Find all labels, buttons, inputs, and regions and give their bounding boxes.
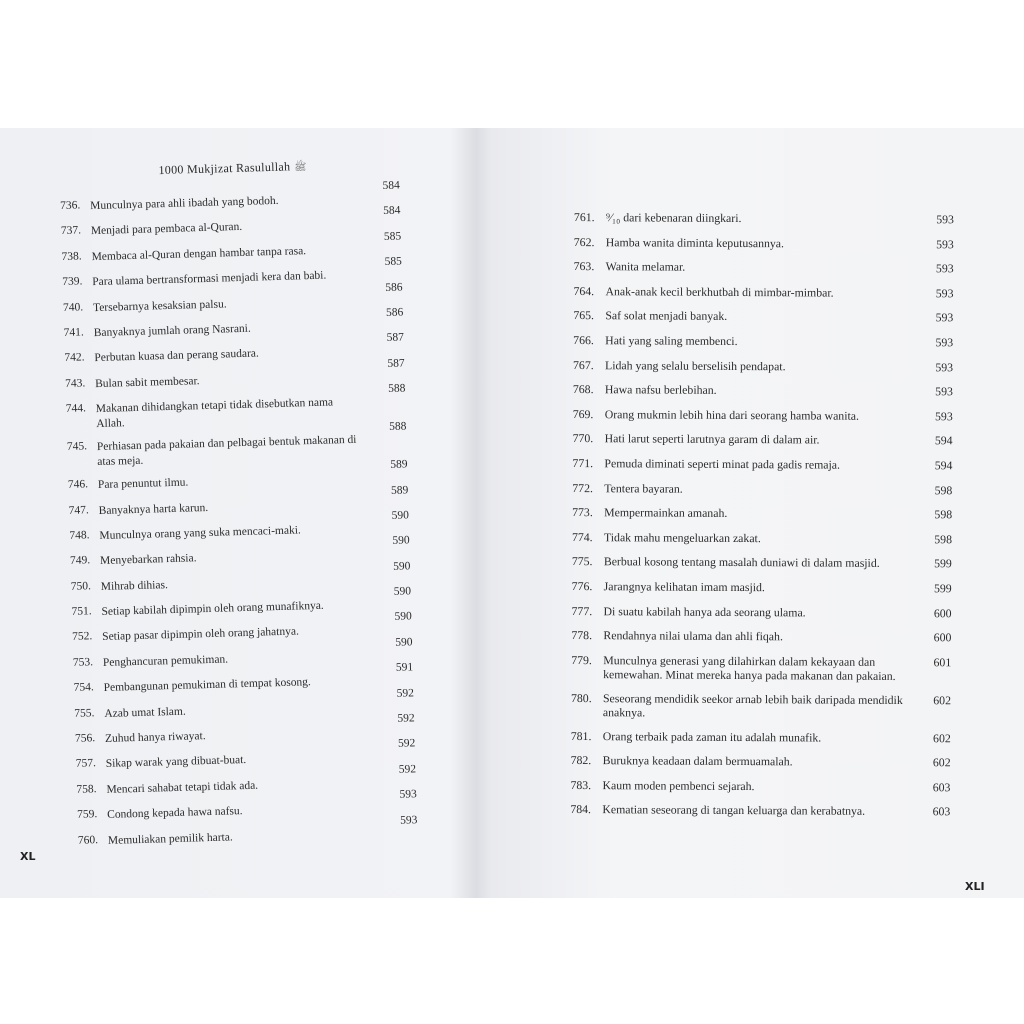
- entry-title: Munculnya orang yang suka mencaci-maki.: [99, 524, 301, 542]
- entry-page-number: 593: [935, 261, 954, 276]
- entry-title: Pembangunan pemukiman di tempat kosong.: [103, 676, 312, 695]
- entry-title: Wanita melamar.: [605, 259, 686, 274]
- entry-number: 777.: [571, 603, 593, 618]
- entry-title: Setiap kabilah dipimpin oleh orang munafiknya.: [101, 599, 324, 619]
- entry-title: Di suatu kabilah hanya ada seorang ulama.: [603, 603, 806, 619]
- entry-number: 767.: [573, 357, 594, 372]
- entry-number: 758.: [76, 783, 97, 796]
- entry-page-number: 602: [933, 692, 952, 707]
- entry-page-number: 588: [387, 382, 406, 396]
- entry-page-number: 587: [387, 357, 405, 370]
- right-page: [470, 128, 1024, 898]
- entry-number: 747.: [68, 503, 89, 517]
- entry-number: 763.: [573, 259, 595, 274]
- entry-number: 755.: [74, 706, 95, 720]
- toc-entry: [573, 284, 973, 311]
- entry-number: 769.: [572, 406, 594, 421]
- book-spread: [0, 128, 1024, 898]
- entry-number: 766.: [573, 332, 594, 348]
- entry-title: Perhiasan pada pakaian dan pelbagai bentuk makanan di atas meja.: [96, 433, 357, 468]
- toc-entry: [571, 653, 971, 693]
- entry-page-number: 590: [392, 560, 411, 573]
- entry-title: Rendahnya nilai ulama dan ahli fiqah.: [603, 628, 783, 644]
- entry-number: 744.: [65, 402, 87, 416]
- entry-title: Hati yang saling membenci.: [605, 333, 738, 348]
- left-page: [0, 128, 465, 898]
- entry-number: 768.: [572, 382, 594, 397]
- toc-entry: [571, 753, 971, 780]
- entry-title: Munculnya para ahli ibadah yang bodoh.: [90, 194, 279, 213]
- entry-page-number: 590: [394, 610, 412, 624]
- entry-title: ⁹⁄₁₀ dari kebenaran diingkari.: [605, 210, 742, 226]
- toc-entry: [572, 505, 972, 532]
- entry-page-number: 589: [390, 483, 409, 497]
- toc-entry: [572, 530, 972, 557]
- entry-page-number: 593: [935, 310, 954, 325]
- entry-page-number: 590: [393, 585, 412, 598]
- entry-title: Mencari sahabat tetapi tidak ada.: [106, 779, 259, 796]
- entry-title: Saf solat menjadi banyak.: [605, 308, 728, 324]
- entry-title: Menyebarkan rahsia.: [99, 552, 197, 568]
- entry-title: Bulan sabit membesar.: [94, 374, 200, 390]
- entry-title: Tersebarnya kesaksian palsu.: [92, 297, 227, 314]
- entry-title: Hati larut seperti larutnya garam di dalam air.: [604, 431, 820, 447]
- entry-title: Penghancuran pemukiman.: [102, 653, 229, 669]
- entry-page-number: 600: [933, 630, 952, 645]
- entry-number: 774.: [571, 529, 593, 544]
- entry-number: 784.: [570, 802, 592, 817]
- entry-number: 754.: [73, 681, 94, 695]
- toc-entry: [572, 481, 972, 508]
- entry-number: 756.: [74, 732, 96, 745]
- entry-title: Orang mukmin lebih hina dari seorang hamba wanita.: [604, 406, 860, 423]
- entry-page-number: 593: [399, 788, 417, 801]
- entry-number: 775.: [571, 554, 593, 569]
- entry-number: 771.: [572, 455, 594, 471]
- toc-entry: [574, 259, 974, 286]
- entry-page-number: 592: [398, 763, 417, 776]
- entry-page-number: 598: [934, 482, 953, 497]
- entry-title: Hawa nafsu berlebihan.: [604, 382, 717, 398]
- toc-entry: [573, 308, 973, 335]
- entry-title: Seseorang mendidik seekor arnab lebih baik daripada mendidik anaknya.: [602, 690, 903, 720]
- entry-number: 749.: [69, 554, 91, 568]
- entry-title: Para penuntut ilmu.: [97, 476, 189, 492]
- entry-page-number: 593: [936, 236, 954, 251]
- left-folio: XL: [20, 850, 36, 863]
- entry-title: Zuhud hanya riwayat.: [104, 730, 206, 745]
- entry-page-number: 602: [933, 730, 951, 745]
- entry-title: Condong kepada hawa nafsu.: [107, 805, 243, 822]
- entry-page-number: 586: [385, 281, 403, 294]
- entry-number: 736.: [60, 199, 81, 212]
- entry-title: Banyaknya harta karun.: [98, 501, 209, 517]
- entry-page-number: 585: [384, 255, 403, 269]
- entry-title: Membaca al-Quran dengan hambar tanpa rasa.: [91, 244, 307, 263]
- entry-title: Tidak mahu mengeluarkan zakat.: [603, 529, 761, 545]
- toc-entry: [573, 333, 973, 360]
- toc-entry: [574, 210, 974, 237]
- entry-page-number: 593: [935, 285, 954, 301]
- entry-title: Para ulama bertransformasi menjadi kera dan babi.: [92, 269, 327, 289]
- entry-number: 742.: [64, 351, 85, 365]
- entry-title: Hamba wanita diminta keputusannya.: [605, 234, 785, 250]
- entry-page-number: 591: [395, 661, 414, 675]
- entry-page-number: 598: [934, 531, 953, 547]
- entry-number: 753.: [72, 656, 94, 669]
- entry-page-number: 590: [395, 636, 413, 649]
- entry-title: Pemuda diminati seperti minat pada gadis remaja.: [604, 456, 841, 472]
- entry-number: 750.: [70, 579, 92, 593]
- entry-number: 757.: [75, 757, 97, 771]
- entry-number: 770.: [572, 431, 594, 446]
- entry-page-number: 592: [396, 686, 415, 700]
- toc-entry: [571, 628, 971, 655]
- entry-page-number: 590: [391, 509, 410, 522]
- toc-entry: [572, 579, 972, 606]
- toc-entry: [573, 407, 973, 434]
- entry-title: Kematian seseorang di tangan keluarga dan kerabatnya.: [602, 802, 866, 819]
- entry-page-number: 590: [392, 534, 410, 548]
- entry-title: Mihrab dihias.: [100, 578, 169, 593]
- entry-title: Munculnya generasi yang dilahirkan dalam kekayaan dan kemewahan. Minat mereka hanya pada makanan dan pakaian.: [603, 652, 896, 684]
- entry-number: 752.: [72, 630, 93, 644]
- entry-number: 776.: [571, 578, 593, 594]
- entry-title: Tentera bayaran.: [604, 480, 683, 496]
- entry-title: Berbual kosong tentang masalah duniawi di dalam masjid.: [603, 554, 880, 571]
- toc-entry: [571, 691, 971, 731]
- entry-title: Orang terbaik pada zaman itu adalah munafik.: [602, 728, 822, 745]
- entry-title: Setiap pasar dipimpin oleh orang jahatnya.: [102, 625, 300, 644]
- entry-page-number: 598: [934, 507, 953, 522]
- entry-page-number: 603: [932, 780, 951, 795]
- entry-page-number: 602: [932, 755, 951, 770]
- entry-page-number: 586: [385, 306, 404, 319]
- entry-title: Jarangnya kelihatan imam masjid.: [603, 579, 765, 595]
- entry-title: Anak-anak kecil berkhutbah di mimbar-mimbar.: [605, 283, 834, 300]
- entry-page-number: 589: [390, 458, 408, 472]
- entry-number: 743.: [64, 377, 86, 390]
- entry-page-number: 584: [382, 179, 400, 192]
- toc-entry: [572, 456, 972, 483]
- toc-entry: [573, 382, 973, 409]
- entry-title: Buruknya keadaan dalam bermuamalah.: [602, 753, 793, 769]
- right-folio: XLI: [965, 880, 985, 893]
- entry-page-number: 594: [934, 458, 953, 473]
- toc-entry: [571, 729, 971, 756]
- entry-title: Banyaknya jumlah orang Nasrani.: [93, 322, 251, 340]
- toc-entry: [574, 235, 974, 262]
- entry-number: 778.: [571, 628, 593, 643]
- entry-number: 739.: [62, 275, 83, 289]
- entry-number: 773.: [572, 505, 593, 520]
- toc-entry: [572, 431, 972, 458]
- entry-page-number: 593: [935, 335, 954, 350]
- entry-number: 748.: [69, 529, 90, 542]
- entry-number: 745.: [66, 440, 88, 454]
- entry-number: 764.: [573, 283, 595, 298]
- entry-page-number: 584: [383, 204, 401, 218]
- salawat-ornament-icon: ﷺ: [294, 161, 307, 174]
- entry-number: 738.: [61, 250, 82, 263]
- entry-title: Menjadi para pembaca al-Quran.: [90, 221, 243, 238]
- entry-number: 772.: [572, 480, 594, 495]
- entry-page-number: 592: [397, 712, 415, 725]
- entry-number: 740.: [62, 300, 84, 314]
- entry-number: 751.: [71, 605, 92, 618]
- running-head-title: 1000 Mukjizat Rasulullah: [158, 159, 291, 178]
- right-toc-list: [570, 210, 974, 829]
- entry-title: Makanan dihidangkan tetapi tidak disebutkan nama Allah.: [95, 396, 334, 430]
- entry-page-number: 593: [935, 384, 953, 399]
- entry-title: Kaum moden pembenci sejarah.: [602, 778, 755, 793]
- entry-title: Mempermainkan amanah.: [604, 505, 728, 521]
- entry-page-number: 593: [400, 813, 418, 827]
- entry-page-number: 588: [389, 420, 407, 434]
- entry-number: 781.: [570, 728, 592, 743]
- entry-number: 759.: [77, 808, 98, 821]
- entry-title: Azab umat Islam.: [104, 705, 186, 720]
- entry-page-number: 599: [934, 556, 952, 571]
- entry-title: Lidah yang selalu berselisih pendapat.: [605, 357, 786, 373]
- entry-title: Sikap warak yang dibuat-buat.: [105, 754, 247, 771]
- entry-number: 746.: [67, 478, 89, 492]
- entry-number: 760.: [77, 833, 99, 847]
- entry-page-number: 587: [386, 331, 405, 345]
- entry-number: 782.: [570, 753, 592, 768]
- entry-number: 741.: [63, 326, 84, 339]
- left-toc-list: [60, 179, 430, 860]
- entry-page-number: 593: [935, 359, 954, 374]
- toc-entry: [573, 358, 973, 385]
- entry-number: 762.: [573, 234, 595, 249]
- toc-entry: [572, 554, 972, 581]
- entry-title: Memuliakan pemilik harta.: [107, 831, 233, 847]
- entry-number: 780.: [570, 690, 592, 705]
- toc-entry: [571, 603, 971, 630]
- entry-page-number: 599: [933, 581, 952, 596]
- entry-number: 761.: [573, 210, 595, 225]
- entry-page-number: 593: [936, 212, 954, 227]
- entry-number: 737.: [60, 224, 82, 238]
- entry-page-number: 600: [933, 605, 952, 620]
- entry-page-number: 593: [935, 408, 953, 424]
- entry-page-number: 585: [383, 230, 402, 243]
- entry-page-number: 592: [397, 737, 416, 751]
- entry-title: Perbutan kuasa dan perang saudara.: [94, 347, 259, 365]
- entry-number: 783.: [570, 777, 592, 792]
- entry-page-number: 603: [932, 804, 951, 819]
- toc-entry: [570, 802, 970, 829]
- entry-page-number: 594: [934, 433, 953, 448]
- entry-number: 779.: [571, 652, 592, 667]
- entry-page-number: 601: [933, 654, 952, 670]
- entry-number: 765.: [573, 308, 595, 323]
- toc-entry: [570, 778, 970, 805]
